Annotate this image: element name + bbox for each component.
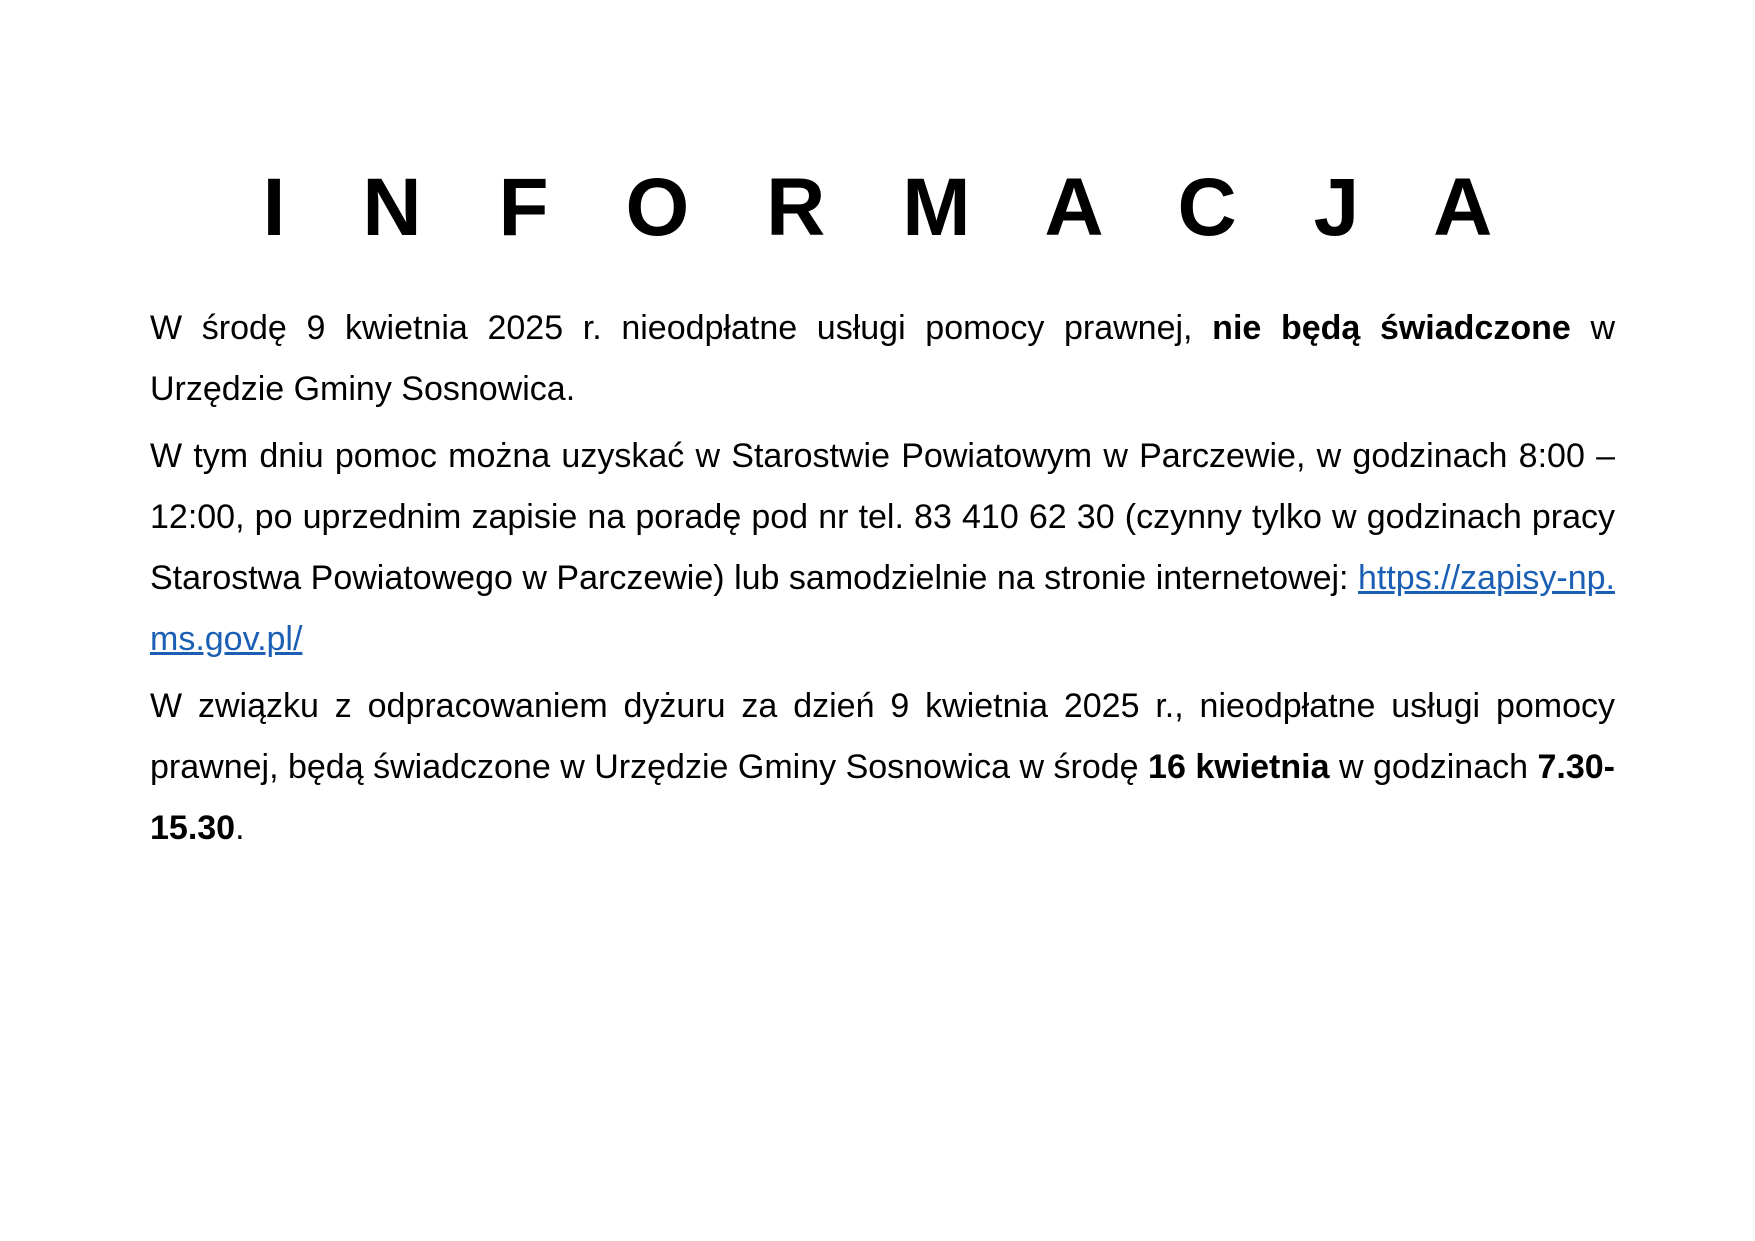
page-title: I N F O R M A C J A — [262, 162, 1520, 253]
registration-link[interactable]: https://zapisy-np.ms.gov.pl/ — [150, 559, 1615, 658]
paragraph-1-text-b: w Urzędzie Gminy Sosnowica. — [150, 309, 1616, 408]
paragraph-alternative-location — [150, 426, 1615, 670]
paragraph-1-text-a: W środę 9 kwietnia 2025 r. nieodpłatne usługi pomocy prawnej, — [150, 309, 1213, 347]
paragraph-3-bold-date: 16 kwietnia — [1148, 748, 1330, 786]
paragraph-3-text-c: . — [235, 809, 245, 847]
paragraph-3-bold-hours: 7.30-15.30 — [150, 748, 1615, 847]
paragraph-cancellation — [150, 298, 1615, 420]
document-body — [150, 298, 1615, 865]
paragraph-rescheduled-duty — [150, 676, 1615, 859]
paragraph-2-text-a: W tym dniu pomoc można uzyskać w Starostwie Powiatowym w Parczewie, w godzinach 8:00 – 12:00, po uprzednim zapisie na poradę pod nr tel. 83 410 62 30 (czynny tylko w godzinach pracy Starostwa Powiatowego w Parczewie) lub samodzielnie na stronie internetowej: — [150, 437, 1615, 597]
paragraph-3-text-a: W związku z odpracowaniem dyżuru za dzień 9 kwietnia 2025 r., nieodpłatne usługi pomocy prawnej, będą świadczone w Urzędzie Gminy Sosnowica w środę — [150, 687, 1615, 786]
paragraph-1-bold-not-provided: nie będą świadczone — [1212, 309, 1571, 347]
paragraph-3-text-b: w godzinach — [1329, 748, 1538, 786]
